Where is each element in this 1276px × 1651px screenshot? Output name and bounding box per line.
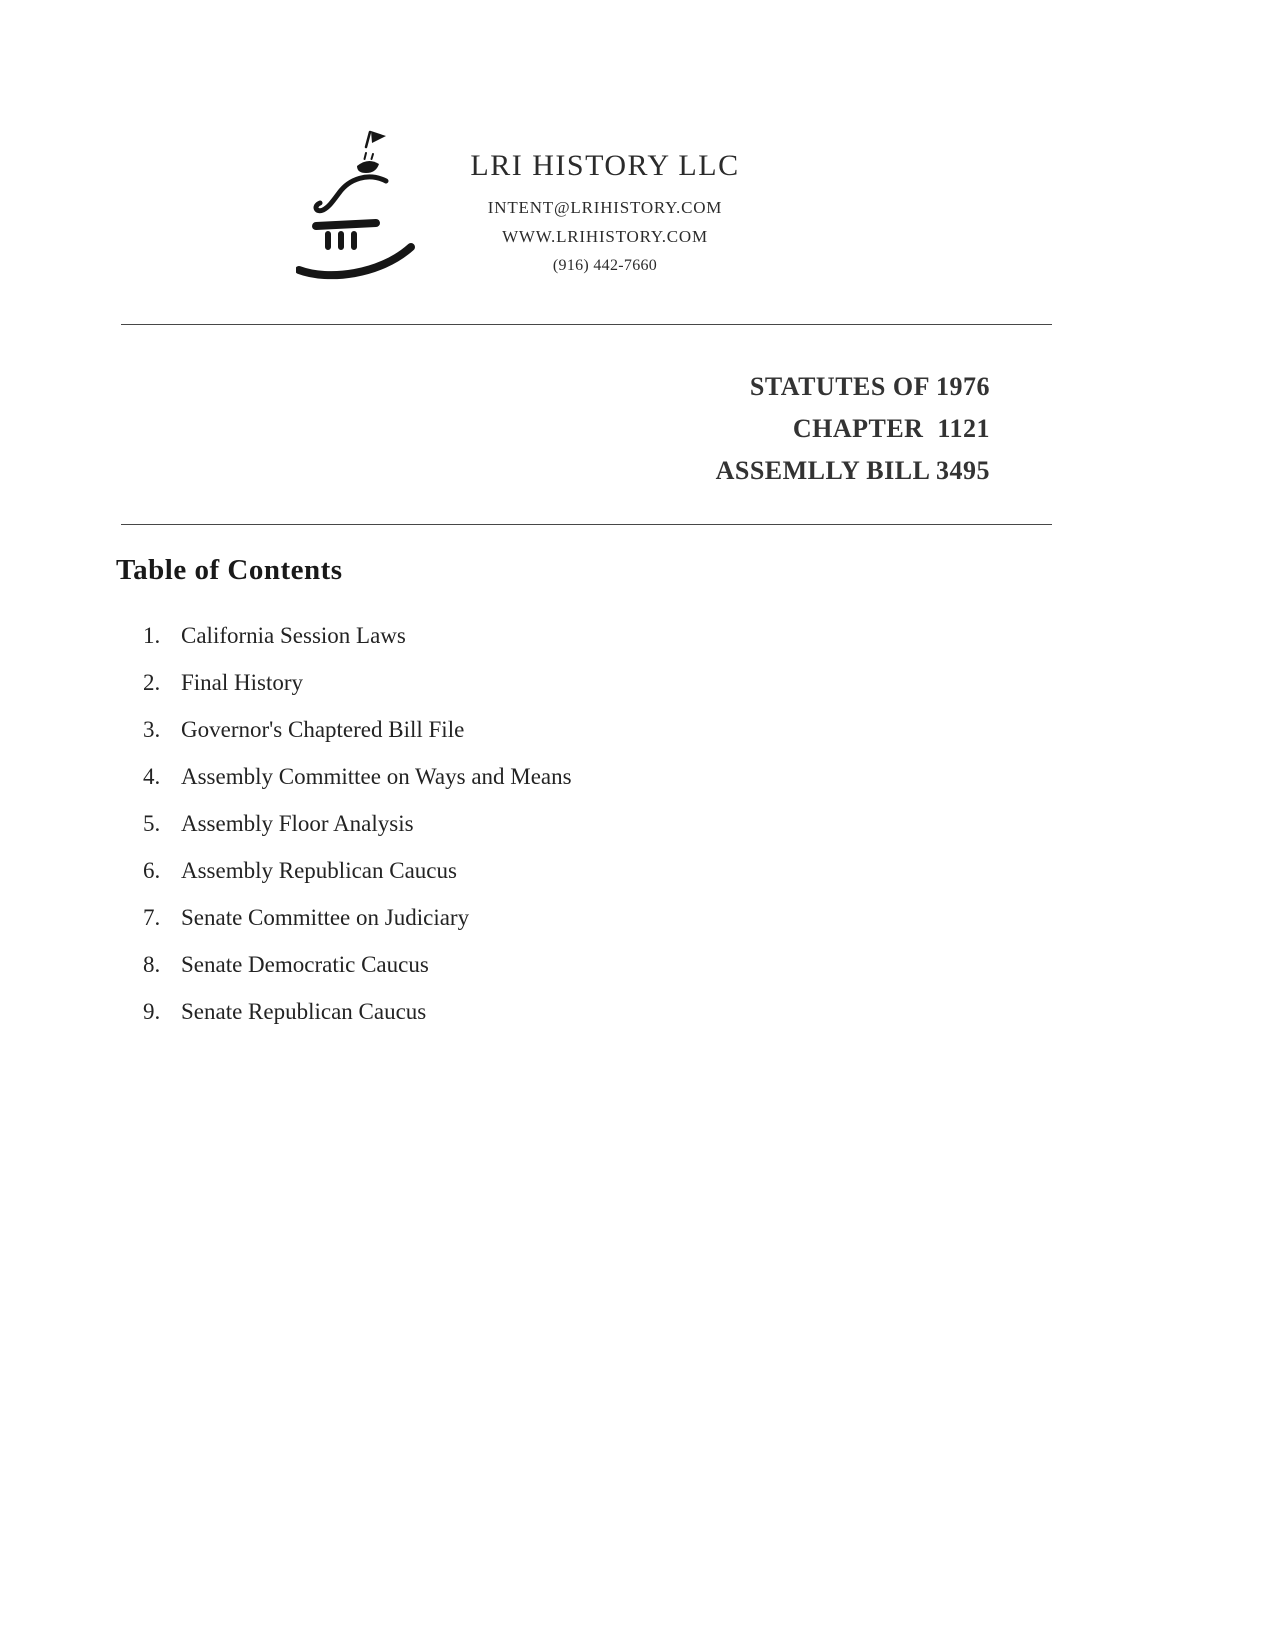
toc-item-number: 7. (143, 905, 161, 930)
toc-item-number: 8. (143, 952, 161, 977)
letterhead (450, 148, 760, 284)
toc-item (143, 906, 1043, 929)
assembly-bill-line: ASSEMLLY BILL 3495 (715, 456, 990, 485)
toc-item-number: 2. (143, 670, 161, 695)
toc-heading: Table of Contents (116, 554, 343, 586)
divider-bottom (121, 524, 1052, 525)
toc-item (143, 812, 1043, 835)
statutes-year-line: STATUTES OF 1976 (749, 372, 990, 401)
statutes-title-block (510, 366, 990, 492)
toc-item (143, 1000, 1043, 1023)
toc-item-label: California Session Laws (181, 623, 406, 648)
toc-item (143, 671, 1043, 694)
toc-item (143, 953, 1043, 976)
toc-item (143, 624, 1043, 647)
company-website: WWW.LRIHISTORY.COM (502, 227, 708, 246)
toc-item-label: Assembly Floor Analysis (181, 811, 414, 836)
toc-item-label: Assembly Republican Caucus (181, 858, 457, 883)
toc-item-label: Senate Republican Caucus (181, 999, 427, 1024)
toc-item (143, 859, 1043, 882)
toc-list (143, 624, 1043, 1047)
toc-item-number: 6. (143, 858, 161, 883)
toc-item-number: 9. (143, 999, 161, 1024)
toc-item-number: 5. (143, 811, 161, 836)
toc-item-label: Final History (181, 670, 304, 695)
company-phone: (916) 442-7660 (552, 257, 658, 274)
company-name: LRI HISTORY LLC (470, 149, 740, 182)
toc-item (143, 765, 1043, 788)
capitol-logo-icon (296, 126, 446, 288)
divider-top (121, 324, 1052, 325)
toc-item-label: Senate Committee on Judiciary (181, 905, 470, 930)
toc-item-number: 3. (143, 717, 161, 742)
company-email: INTENT@LRIHISTORY.COM (487, 198, 723, 217)
toc-item-number: 4. (143, 764, 161, 789)
chapter-line: CHAPTER 1121 (792, 414, 990, 443)
toc-item-label: Assembly Committee on Ways and Means (181, 764, 572, 789)
toc-item-label: Senate Democratic Caucus (181, 952, 429, 977)
toc-item (143, 718, 1043, 741)
toc-item-number: 1. (143, 623, 161, 648)
toc-item-label: Governor's Chaptered Bill File (181, 717, 465, 742)
